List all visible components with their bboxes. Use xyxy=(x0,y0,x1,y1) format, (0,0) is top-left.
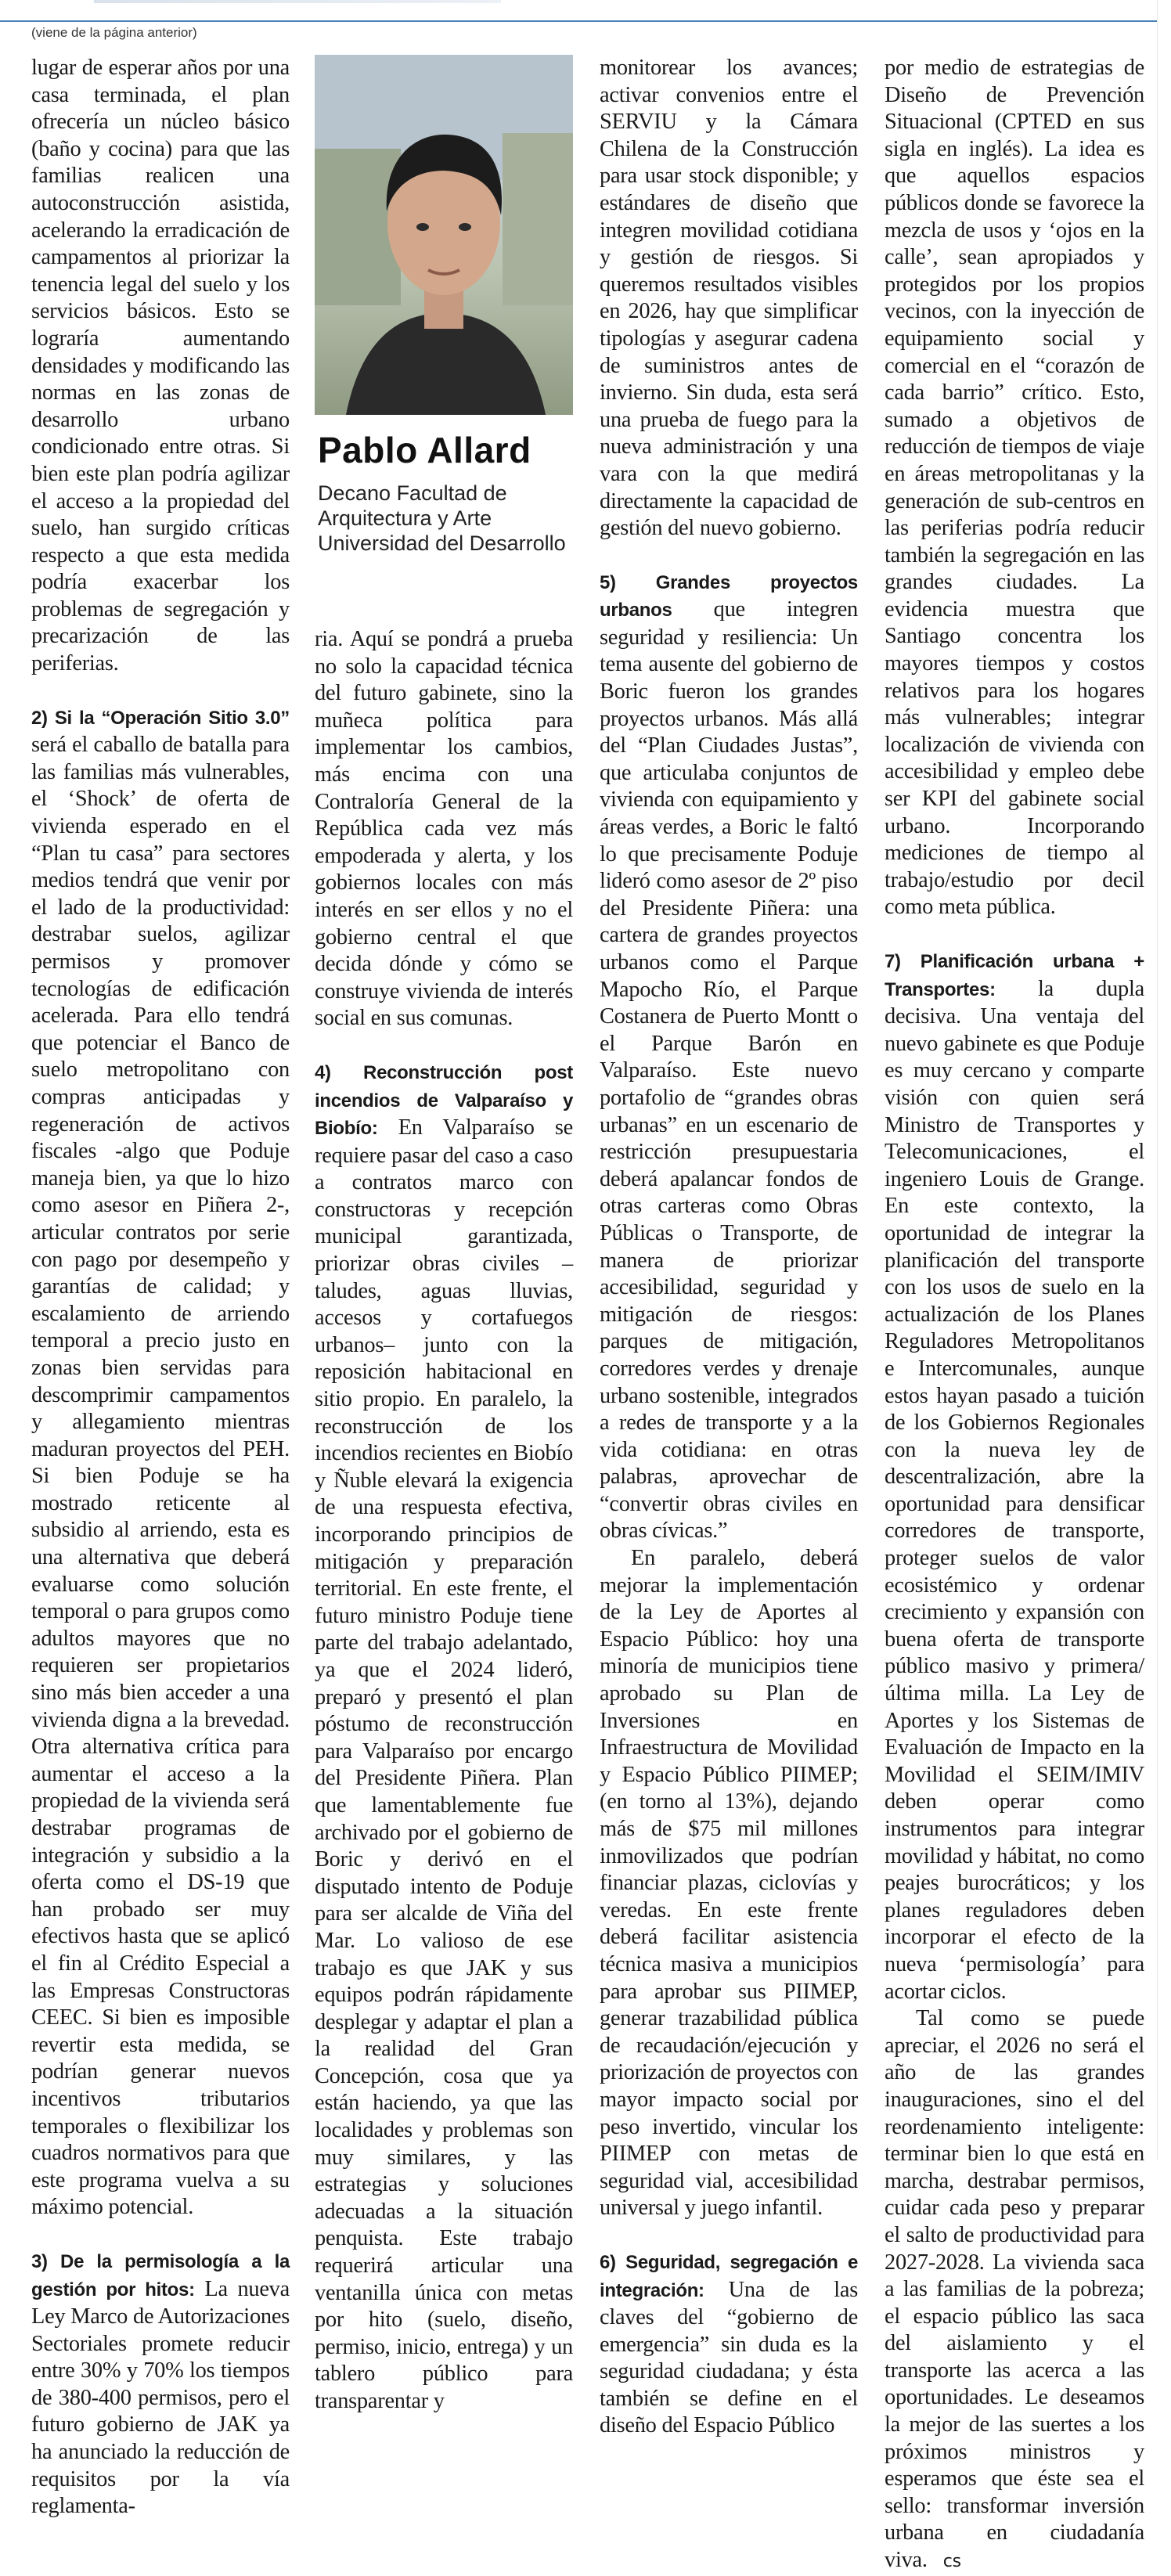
author-name: Pablo Allard xyxy=(318,430,531,470)
paragraph: ria. Aquí se pondrá a prueba no solo la capacidad técnica del futuro gabinete, sino la muñeca política para implementar los cambios, más encima con una Contraloría General de la República cada vez más empoderada y alerta, y los gobiernos locales con más interés en ser ellos y no el gobierno central el que decida dónde y cómo se construye vivienda de interés social en sus comunas. xyxy=(315,627,573,1031)
paragraph: lugar de esperar años por una casa terminada, el plan ofrecería un núcleo básico (baño y cocina) para que las familias realicen una autoconstrucción asistida, acelerando la erradicación de campamentos al priorizar la tenencia legal del suelo y los servicios básicos. Esto se lograría aumentando densidades y modificando las normas en las zonas de desarrollo urbano condicionado entre otras. Si bien este plan podría agilizar el acceso a la propiedad del suelo, han surgido críticas respecto a que esta medida podría exacerbar los problemas de segregación y precarización de las periferias. xyxy=(31,56,290,676)
paragraph-text: la dupla decisiva. Una ventaja del nuevo gabinete es que Poduje es muy cercano y comparte visión con quien será Ministro de Transportes y Telecomunicaciones, el ingeniero Louis de Grange. En este contexto, la oportunidad de integrar la planificación del transporte con los usos de suelo en la actualización de los Planes Reguladores Metropolitanos e Intercomunales, aunque estos hayan pasado a tuición de los Gobiernos Regionales con la nueva ley de descentralización, abre la oportunidad para densificar corredores de transporte, proteger suelos de valor ecosistémico y ordenar crecimiento y expansión con buena oferta de transporte público masivo y primera/última milla. La Ley de Aportes y los Sistemas de Evaluación de Impacto en la Movilidad el SEIM/IMIV deben operar como instrumentos para integrar movilidad y hábitat, no como peajes burocráticos; y los planes reguladores deben incorporar el efecto de la nueva ‘permisología’ para acortar ciclos. xyxy=(885,976,1144,2004)
paragraph: monitorear los avances; activar convenios entre el SERVIU y la Cámara Chilena de la Construcción para usar stock disponible; y estándares de diseño que integren movilidad cotidiana y gestión de riesgos. Si queremos resultados visibles en 2026, hay que simplificar tipologías y asegurar cadena de suministros antes de invierno. Sin duda, esta será una prueba de fuego para la nueva administración y una vara con la que medirá directamente la capacidad de gestión del nuevo gobierno. xyxy=(600,56,858,541)
article-column-3 xyxy=(600,55,858,2440)
end-mark: cs xyxy=(942,2552,961,2572)
section-heading: 6) Seguridad, segregación e integración: xyxy=(600,2251,858,2301)
section-7 xyxy=(885,948,1144,2005)
paragraph-text: En Valparaíso se requiere pasar del caso a caso a contratos marco con constructoras y recepción municipal garantizada, priorizar obras civiles –taludes, aguas lluvias, accesos y cortafuegos urbanos– junto con la reposición habitacional en sitio propio. En paralelo, la reconstrucción de los incendios recientes en Biobío y Ñuble elevará la exigencia de una respuesta efectiva, incorporando principios de mitigación y preparación territorial. En este frente, el futuro ministro Poduje tiene parte del trabajo adelantado, ya que el 2024 lideró, preparó y presentó el plan póstumo de reconstrucción para Valparaíso por encargo del Presidente Piñera. Plan que lamentablemente fue archivado por el gobierno de Boric y derivó en el disputado intento de Poduje para ser alcalde de Viña del Mar. Lo valioso de ese trabajo es que JAK y sus equipos podrán rápidamente desplegar y adaptar el plan a la realidad del Gran Concepción, cosa que ya están haciendo, ya que las localidades y problemas son muy similares, y las estrategias y soluciones adecuadas a la situación penquista. Este trabajo requerirá articular una ventanilla única con metas por hito (suelo, diseño, permiso, inicio, entrega) y un tablero público para transparentar y xyxy=(315,1115,573,2413)
section-5 xyxy=(600,569,858,1545)
section-heading: 7) Planificación urbana + Transportes: xyxy=(885,951,1144,1000)
section-3 xyxy=(31,2248,290,2520)
section-heading: 4) Reconstrucción post incendios de Valparaíso y Biobío: xyxy=(315,1061,573,1140)
section-heading: 5) Grandes proyectos urbanos xyxy=(600,571,858,621)
cut-off-header xyxy=(94,0,501,3)
page-edge xyxy=(1157,0,1171,2160)
paragraph-text: será el caballo de batalla para las familias más vulnerables, el ‘Shock’ de oferta de vivienda esperado en el “Plan tu casa” para sectores medios tendrá que venir por el lado de la productividad: destrabar suelos, agilizar permisos y promover tecnologías de edificación acelerada. Para ello tendrá que potenciar el Banco de suelo metropolitano con compras anticipadas y regeneración de activos fiscales -algo que Poduje maneja bien, ya que lo hizo como asesor en Piñera 2-, articular contratos por serie con pago por desempeño y garantías de calidad; y escalamiento de arriendo temporal a precio justo en zonas bien servidas para descomprimir campamentos y allegamiento mientras maduran proyectos del PEH. Si bien Poduje se ha mostrado reticente al subsidio al arriendo, esta es una alternativa que deberá evaluarse como solución temporal o para grupos como adultos mayores que no requieren ser propietarios sino más bien acceder a una vivienda digna a la brevedad. Otra alternativa crítica para aumentar el acceso a la propiedad de la vivienda será destrabar programas de integración y subsidio a la oferta como el DS-19 que han probado ser muy efectivos hasta que se aplicó el fin al Crédito Especial a las Empresas Constructoras CEEC. Si bien es imposible revertir esta medida, se podrían generar nuevos incentivos tributarios temporales o flexibilizar los cuadros normativos para que este programa vuelva a su máximo potencial. xyxy=(31,733,290,2220)
paragraph-text: Una de las claves del “gobierno de emergencia” sin duda es la seguridad ciudadana; y ésta también se define en el diseño del Espacio Público xyxy=(600,2277,858,2438)
page-top-band xyxy=(0,0,1171,22)
section-4 xyxy=(315,1059,573,2416)
paragraph-text: Tal como se puede apreciar, el 2026 no será el año de las grandes inauguraciones, sino el del reordenamiento inteligente: terminar bien lo que está en marcha, destrabar permisos, cuidar cada peso y preparar el salto de productividad para 2027-2028. La vivienda saca a las familias de la pobreza; el espacio público las saca del aislamiento y el transporte las acerca a las oportunidades. Le deseamos la mejor de las suertes a los próximos ministros y esperamos que éste sea el sello: transformar inversión urbana en ciudadanía viva. xyxy=(885,2006,1144,2573)
continuation-note: (viene de la página anterior) xyxy=(31,25,197,40)
section-heading: 2) Si la “Operación Sitio 3.0” xyxy=(31,707,290,729)
paragraph-text: La nueva Ley Marco de Autorizaciones Sectoriales promete reducir entre 30% y 70% los tiempos de 380-400 permisos, pero el futuro gobierno de JAK ya ha anunciado la reducción de requisitos por la vía reglamenta- xyxy=(31,2276,290,2519)
article-column-2 xyxy=(315,626,573,2416)
section-6 xyxy=(600,2249,858,2440)
closing-paragraph xyxy=(885,2005,1144,2575)
author-title: Decano Facultad de Arquitectura y Arte Universidad del Desarrollo xyxy=(318,481,566,555)
paragraph: En paralelo, deberá mejorar la implementación de la Ley de Aportes al Espacio Público: hoy una minoría de municipios tiene aprobado su Plan de Inversiones en Infraestructura de Movilidad y Espacio Público PIIMEP; (en torno al 13%), dejando más de $75 mil millones inmovilizados que podrían financiar plazas, ciclovías y veredas. En este frente deberá facilitar asistencia técnica masiva a municipios para aprobar sus PIIMEP, generar trazabilidad pública de recaudación/ejecución y priorización de proyectos con mayor impacto social por peso invertido, vincular los PIIMEP con metas de seguridad vial, accesibilidad universal y juego infantil. xyxy=(600,1546,858,2221)
section-2 xyxy=(31,704,290,2221)
paragraph: por medio de estrategias de Diseño de Prevención Situacional (CPTED en sus sigla en inglés). La idea es que aquellos espacios públicos donde se favorece la mezcla de usos y ‘ojos en la calle’, sean apropiados y protegidos por los propios vecinos, con la inyección de equipamiento social y comercial en el “corazón de cada barrio” crítico. Esto, sumado a objetivos de reducción de tiempos de viaje en áreas metropolitanas y la generación de sub-centros en las periferias podría reducir también la segregación en las grandes ciudades. La evidencia muestra que Santiago concentra los mayores tiempos y costos relativos para los hogares más vulnerables; integrar localización de vivienda con accesibilidad y empleo debe ser KPI del gabinete social urbano. Incorporando mediciones de tiempo al trabajo/estudio por decil como meta pública. xyxy=(885,56,1144,920)
paragraph-text: que integren seguridad y resiliencia: Un tema ausente del gobierno de Boric fueron los grandes proyectos urbanos. Más allá del “Plan Ciudades Justas”, que articulaba conjuntos de vivienda con equipamiento y áreas verdes, a Boric le faltó lo que precisamente Poduje lideró como asesor de 2º piso del Presidente Piñera: una cartera de grandes proyectos urbanos como el Parque Mapocho Río, el Parque Costanera de Puerto Montt o el Parque Barón en Valparaíso. Este nuevo portafolio de “grandes obras urbanas” en un escenario de restricción presupuestaria deberá apalancar fondos de otras carteras como Obras Públicas o Transporte, de manera de priorizar accesibilidad, seguridad y mitigación de riesgos: parques de mitigación, corredores verdes y drenaje urbano sostenible, integrados a redes de transporte y a la vida cotidiana: en otras palabras, aprovechar de “convertir obras civiles en obras cívicas.” xyxy=(600,597,858,1544)
author-photo xyxy=(315,55,573,415)
article-column-1 xyxy=(31,55,290,2520)
author-portrait-illustration xyxy=(315,55,573,415)
section-heading: 3) De la permisología a la gestión por hitos: xyxy=(31,2250,290,2300)
article-column-4 xyxy=(885,55,1144,2576)
